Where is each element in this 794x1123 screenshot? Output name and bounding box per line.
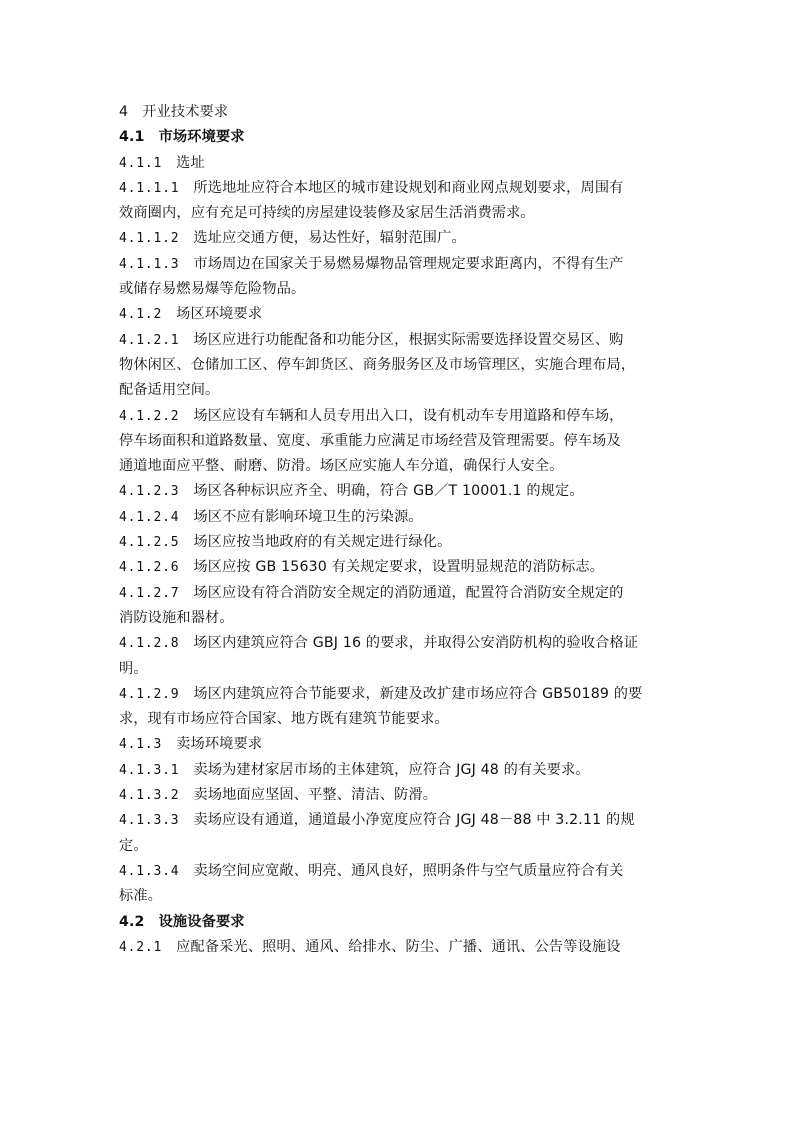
clause-number: 4.1.3.4	[119, 863, 180, 879]
document-body	[119, 100, 685, 960]
clause-4-1-2-1	[119, 328, 685, 404]
clause-4-1-3-4	[119, 859, 685, 910]
subsection-heading-4-1-2	[119, 302, 685, 327]
clause-number: 4.1.3.1	[119, 762, 180, 778]
clause-number: 4.1.2.5	[119, 535, 180, 551]
clause-title: 卖场环境要求	[176, 736, 263, 753]
clause-text-line: 标准。	[119, 888, 163, 905]
clause-text-line: 物休闲区、仓储加工区、停车卸货区、商务服务区及市场管理区，实施合理布局，	[119, 356, 636, 373]
clause-text-line: 场区内建筑应符合 GBJ 16 的要求，并取得公安消防机构的验收合格证	[193, 635, 639, 652]
section-number: 4.2	[119, 913, 145, 930]
clause-4-1-2-4	[119, 505, 685, 530]
clause-4-1-2-3	[119, 479, 685, 504]
section-number: 4	[119, 104, 129, 120]
clause-text-line: 求，现有市场应符合国家、地方既有建筑节能要求。	[119, 711, 449, 728]
clause-number: 4.1.2.8	[119, 636, 180, 652]
section-heading-4-1	[119, 125, 685, 150]
clause-number: 4.1.2.4	[119, 509, 180, 525]
clause-text-line: 效商圈内，应有充足可持续的房屋建设装修及家居生活消费需求。	[119, 205, 535, 222]
clause-text-line: 卖场空间应宽敞、明亮、通风良好，照明条件与空气质量应符合有关	[193, 862, 624, 879]
clause-number: 4.1.1.1	[119, 180, 180, 196]
section-title: 市场环境要求	[158, 129, 245, 146]
section-number: 4.1	[119, 129, 145, 146]
clause-text-line: 场区内建筑应符合节能要求，新建及改扩建市场应符合 GB50189 的要	[193, 685, 643, 702]
clause-text-line: 所选地址应符合本地区的城市建设规划和商业网点规划要求，周围有	[193, 179, 624, 196]
clause-4-1-3-3	[119, 808, 685, 859]
clause-4-2-1	[119, 935, 685, 960]
clause-text-line: 场区应设有车辆和人员专用出入口，设有机动车专用道路和停车场，	[193, 407, 624, 424]
clause-text-line: 定。	[119, 837, 148, 854]
clause-4-1-1-1	[119, 176, 685, 227]
clause-number: 4.1.2.2	[119, 408, 180, 424]
clause-number: 4.1.2.7	[119, 585, 180, 601]
clause-4-1-2-9	[119, 682, 685, 733]
clause-number: 4.1.1.2	[119, 231, 180, 247]
clause-4-1-3-1	[119, 758, 685, 783]
subsection-heading-4-1-1	[119, 151, 685, 176]
clause-4-1-2-8	[119, 631, 685, 682]
clause-4-1-2-6	[119, 555, 685, 580]
clause-number: 4.1.2.3	[119, 484, 180, 500]
clause-4-1-3-2	[119, 783, 685, 808]
clause-text-line: 市场周边在国家关于易燃易爆物品管理规定要求距离内，不得有生产	[193, 255, 624, 272]
clause-text-line: 停车场面积和道路数量、宽度、承重能力应满足市场经营及管理需要。停车场及	[119, 432, 621, 449]
clause-text-line: 应配备采光、照明、通风、给排水、防尘、广播、通讯、公告等设施设	[176, 938, 621, 955]
clause-text-line: 场区不应有影响环境卫生的污染源。	[193, 508, 423, 525]
clause-text-line: 场区应按 GB 15630 有关规定要求，设置明显规范的消防标志。	[193, 559, 605, 576]
clause-text-line: 场区应设有符合消防安全规定的消防通道，配置符合消防安全规定的	[193, 584, 624, 601]
clause-number: 4.1.3.2	[119, 788, 180, 804]
clause-number: 4.1.1	[119, 155, 163, 171]
section-heading-4	[119, 100, 685, 125]
clause-text-line: 通道地面应平整、耐磨、防滑。场区应实施人车分道，确保行人安全。	[119, 458, 564, 475]
clause-number: 4.1.1.3	[119, 256, 180, 272]
clause-number: 4.1.2.9	[119, 686, 180, 702]
clause-text-line: 场区各种标识应齐全、明确，符合 GB／T 10001.1 的规定。	[193, 483, 584, 500]
subsection-heading-4-1-3	[119, 732, 685, 757]
clause-number: 4.1.2	[119, 307, 163, 323]
section-heading-4-2	[119, 910, 685, 935]
clause-text-line: 卖场地面应坚固、平整、清洁、防滑。	[193, 787, 438, 804]
clause-4-1-2-2	[119, 404, 685, 480]
clause-text-line: 配备适用空间。	[119, 382, 220, 399]
clause-number: 4.1.3.3	[119, 813, 180, 829]
clause-text-line: 明。	[119, 660, 148, 677]
clause-text-line: 卖场应设有通道，通道最小净宽度应符合 JGJ 48－88 中 3.2.11 的规	[193, 812, 635, 829]
clause-text-line: 场区应按当地政府的有关规定进行绿化。	[193, 534, 452, 551]
clause-4-1-1-3	[119, 252, 685, 303]
clause-text-line: 选址应交通方便，易达性好，辐射范围广。	[193, 230, 466, 247]
clause-4-1-2-7	[119, 581, 685, 632]
clause-title: 选址	[176, 154, 205, 171]
clause-number: 4.1.2.1	[119, 332, 180, 348]
clause-number: 4.1.3	[119, 737, 163, 753]
clause-text-line: 场区应进行功能配备和功能分区，根据实际需要选择设置交易区、购	[193, 331, 624, 348]
section-title: 设施设备要求	[158, 913, 245, 930]
clause-title: 场区环境要求	[176, 306, 263, 323]
clause-text-line: 卖场为建材家居市场的主体建筑，应符合 JGJ 48 的有关要求。	[193, 761, 590, 778]
clause-4-1-1-2	[119, 226, 685, 251]
section-title: 开业技术要求	[142, 104, 229, 120]
clause-number: 4.2.1	[119, 939, 163, 955]
clause-number: 4.1.2.6	[119, 560, 180, 576]
clause-text-line: 或储存易燃易爆等危险物品。	[119, 281, 306, 298]
clause-4-1-2-5	[119, 530, 685, 555]
clause-text-line: 消防设施和器材。	[119, 609, 234, 626]
